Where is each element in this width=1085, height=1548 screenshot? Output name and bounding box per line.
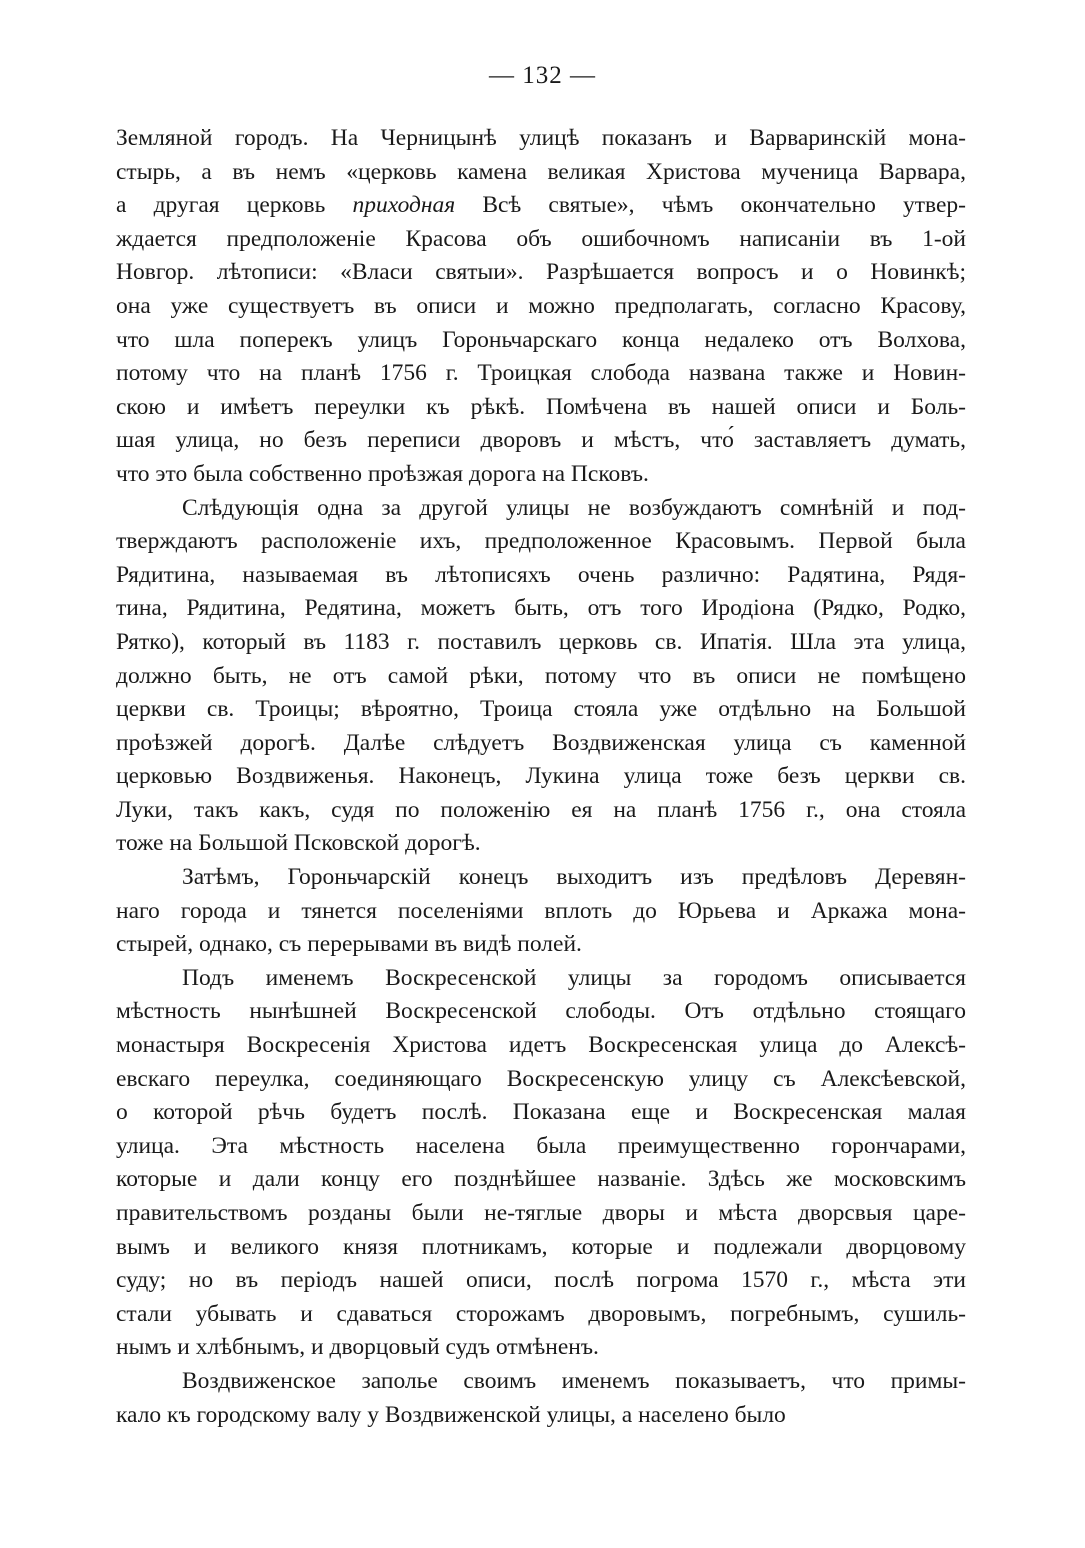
- text-segment: евскаго переулка, соединяющаго Воскресенскую улицу съ Алексѣевской,: [116, 1065, 966, 1092]
- text-segment: что это была собственно проѣзжая дорога на Псковъ.: [116, 460, 649, 487]
- text-segment: должно быть, не отъ самой рѣки, потому что въ описи не помѣщено: [116, 662, 966, 689]
- text-line: [116, 861, 966, 895]
- paragraph: [116, 962, 966, 1365]
- text-line: [116, 1399, 966, 1433]
- text-segment: Земляной городъ. На Черницынѣ улицѣ показанъ и Варваринскій мона-: [116, 125, 966, 151]
- text-segment: Луки, такъ какъ, судя по положенію ея на планѣ 1756 г., она стояла: [116, 796, 966, 823]
- text-line: [116, 189, 966, 223]
- text-segment: что шла поперекъ улицъ Гороньчарскаго конца недалеко отъ Волхова,: [116, 326, 966, 353]
- paragraph: [116, 122, 966, 492]
- text-segment: нымъ и хлѣбнымъ, и дворцовый судъ отмѣненъ.: [116, 1334, 599, 1361]
- text-segment: стырей, однако, съ перерывами въ видѣ полей.: [116, 931, 582, 958]
- paragraph: [116, 492, 966, 862]
- text-segment: Слѣдующія одна за другой улицы не возбуждаютъ сомнѣній и под-: [182, 494, 966, 521]
- text-line: [116, 559, 966, 593]
- text-segment: шая улица, но безъ переписи дворовъ и мѣстъ, что́ заставляетъ думать,: [116, 427, 966, 454]
- text-segment: Рядитина, называемая въ лѣтописяхъ очень различно: Радятина, Рядя-: [116, 561, 966, 588]
- body-text: [116, 122, 966, 1432]
- text-segment: потому что на планѣ 1756 г. Троицкая слобода названа также и Новин-: [116, 360, 966, 387]
- text-line: [116, 1063, 966, 1097]
- text-segment: тоже на Большой Псковской дорогѣ.: [116, 830, 481, 857]
- text-segment: правительствомъ розданы были не-тяглые дворы и мѣста дворсвыя царе-: [116, 1200, 966, 1226]
- text-line: [116, 290, 966, 324]
- text-segment: она уже существуетъ въ описи и можно предполагать, согласно Красову,: [116, 292, 966, 319]
- text-segment: Подъ именемъ Воскресенской улицы за городомъ описывается: [182, 964, 966, 991]
- text-line: [116, 1365, 966, 1399]
- text-segment: а другая церковь: [116, 192, 353, 219]
- text-line: [116, 827, 966, 861]
- text-line: [116, 1130, 966, 1164]
- text-line: [116, 424, 966, 458]
- text-line: [116, 391, 966, 425]
- text-line: [116, 156, 966, 190]
- text-line: [116, 122, 966, 156]
- text-line: [116, 1197, 966, 1231]
- text-line: [116, 1264, 966, 1298]
- text-line: [116, 256, 966, 290]
- text-segment: кало къ городскому валу у Воздвиженской улицы, а населено было: [116, 1401, 786, 1428]
- text-line: [116, 458, 966, 492]
- text-line: [116, 660, 966, 694]
- text-line: [116, 1231, 966, 1265]
- italic-word: приходная: [352, 192, 456, 219]
- text-segment: Новгор. лѣтописи: «Власи святыи». Разрѣшается вопросъ и о Новинкѣ;: [116, 259, 966, 286]
- text-line: [116, 592, 966, 626]
- text-segment: тверждаютъ расположеніе ихъ, предположенное Красовымъ. Первой была: [116, 528, 966, 555]
- text-segment: монастыря Воскресенія Христова идетъ Воскресенская улица до Алексѣ-: [116, 1032, 966, 1059]
- text-segment: ждается предположеніе Красова объ ошибочномъ написаніи въ 1-ой: [116, 225, 966, 252]
- text-line: [116, 223, 966, 257]
- text-segment: мѣстность нынѣшней Воскресенской слободы. Отъ отдѣльно стоящаго: [116, 998, 966, 1025]
- text-segment: которые и дали концу его позднѣйшее названіе. Здѣсь же московскимъ: [116, 1166, 966, 1193]
- text-segment: улица. Эта мѣстность населена была преимущественно горончарами,: [116, 1132, 966, 1159]
- text-segment: проѣзжей дорогѣ. Далѣе слѣдуетъ Воздвиженская улица съ каменной: [116, 729, 966, 756]
- text-line: [116, 1096, 966, 1130]
- text-segment: церкви св. Троицы; вѣроятно, Троица стояла уже отдѣльно на Большой: [116, 696, 966, 723]
- text-line: [116, 794, 966, 828]
- text-segment: суду; но въ періодъ нашей описи, послѣ погрома 1570 г., мѣста эти: [116, 1267, 966, 1294]
- text-line: [116, 727, 966, 761]
- text-line: [116, 928, 966, 962]
- text-segment: стырь, а въ немъ «церковь камена великая Христова мученица Варвара,: [116, 158, 966, 185]
- text-segment: наго города и тянется поселеніями вплоть до Юрьева и Аркажа мона-: [116, 897, 966, 924]
- text-segment: о которой рѣчь будетъ послѣ. Показана еще и Воскресенская малая: [116, 1099, 966, 1126]
- text-line: [116, 1331, 966, 1365]
- text-segment: церковью Воздвиженья. Наконецъ, Лукина улица тоже безъ церкви св.: [116, 763, 966, 790]
- text-line: [116, 492, 966, 526]
- text-line: [116, 962, 966, 996]
- text-segment: тина, Рядитина, Редятина, можетъ быть, отъ того Иродіона (Рядко, Родко,: [116, 595, 966, 622]
- text-line: [116, 626, 966, 660]
- text-line: [116, 1029, 966, 1063]
- text-segment: Всѣ святые», чѣмъ окончательно утвер-: [455, 192, 966, 219]
- text-line: [116, 760, 966, 794]
- text-segment: скою и имѣетъ переулки къ рѣкѣ. Помѣчена въ нашей описи и Боль-: [116, 393, 966, 420]
- text-segment: Рятко), который въ 1183 г. поставилъ церковь св. Ипатія. Шла эта улица,: [116, 628, 966, 655]
- text-line: [116, 324, 966, 358]
- text-line: [116, 357, 966, 391]
- text-line: [116, 995, 966, 1029]
- text-line: [116, 895, 966, 929]
- paragraph: [116, 1365, 966, 1432]
- text-line: [116, 1298, 966, 1332]
- text-line: [116, 525, 966, 559]
- text-line: [116, 1163, 966, 1197]
- text-segment: стали убывать и сдаваться сторожамъ дворовымъ, погребнымъ, сушиль-: [116, 1300, 966, 1327]
- text-line: [116, 693, 966, 727]
- text-segment: Затѣмъ, Гороньчарскій конецъ выходитъ изъ предѣловъ Деревян-: [182, 864, 966, 891]
- paragraph: [116, 861, 966, 962]
- text-segment: вымъ и великого князя плотникамъ, которые и подлежали дворцовому: [116, 1233, 966, 1260]
- text-segment: Воздвиженское заполье своимъ именемъ показываетъ, что примы-: [182, 1367, 966, 1394]
- page-number: — 132 —: [489, 62, 596, 89]
